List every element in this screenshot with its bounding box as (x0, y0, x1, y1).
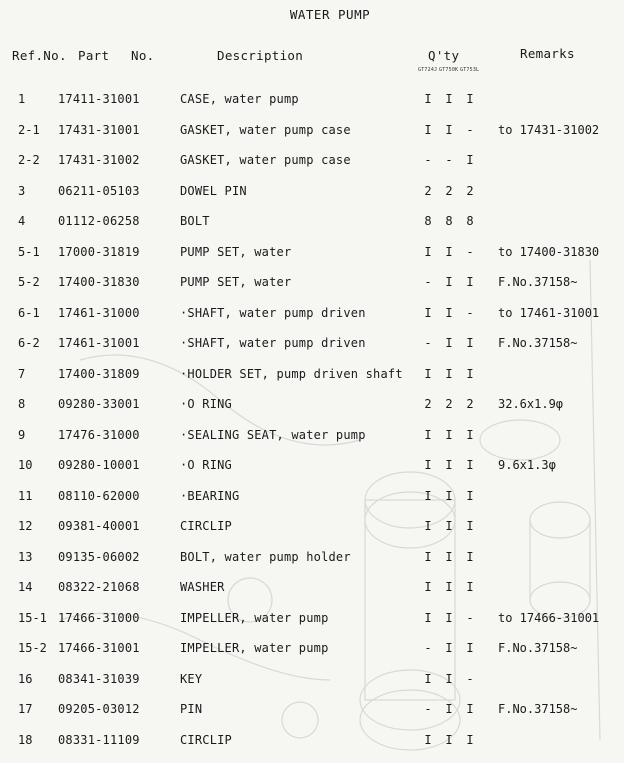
table-row (0, 455, 624, 486)
table-row (0, 547, 624, 578)
header-qty-model: GT724J (418, 67, 438, 73)
table-row (0, 486, 624, 517)
qty-cell: I (445, 427, 453, 442)
remarks-cell: to 17466-31001 (498, 610, 600, 625)
part-no-cell: 17400-31809 (58, 366, 140, 381)
qty-cell: I (424, 732, 432, 747)
part-no-cell: 17400-31830 (58, 275, 140, 289)
ref-no-cell: 11 (18, 488, 33, 503)
qty-cell: - (466, 610, 474, 625)
part-no-cell: 08331-11109 (58, 732, 140, 747)
parts-table (0, 89, 624, 760)
table-row (0, 638, 624, 669)
ref-no-cell: 10 (18, 458, 33, 472)
qty-cell: I (466, 580, 474, 594)
header-ref-no: Ref.No. (12, 48, 67, 63)
qty-cell: I (445, 488, 453, 503)
qty-cell: 2 (424, 183, 432, 198)
qty-cell: I (424, 519, 432, 533)
qty-cell: I (445, 641, 453, 655)
table-row (0, 211, 624, 242)
qty-cell: I (445, 305, 453, 320)
ref-no-cell: 8 (18, 397, 26, 411)
description-cell: ·SHAFT, water pump driven (180, 336, 366, 350)
qty-cell: I (466, 702, 474, 716)
qty-cell: I (445, 336, 453, 350)
ref-no-cell: 7 (18, 366, 26, 381)
qty-cell: I (466, 336, 474, 350)
ref-no-cell: 4 (18, 214, 26, 228)
qty-cell: I (466, 549, 474, 564)
part-no-cell: 17461-31000 (58, 305, 140, 320)
table-row (0, 699, 624, 730)
part-no-cell: 09205-03012 (58, 702, 140, 716)
description-cell: BOLT (180, 214, 210, 228)
remarks-cell: to 17400-31830 (498, 244, 600, 259)
qty-cell: I (445, 519, 453, 533)
qty-cell: I (445, 549, 453, 564)
qty-cell: I (424, 549, 432, 564)
ref-no-cell: 12 (18, 519, 33, 533)
qty-cell: I (466, 641, 474, 655)
qty-cell: I (445, 702, 453, 716)
description-cell: IMPELLER, water pump (180, 641, 329, 655)
part-no-cell: 08341-31039 (58, 671, 140, 686)
part-no-cell: 09381-40001 (58, 519, 140, 533)
qty-cell: I (466, 732, 474, 747)
description-cell: KEY (180, 671, 203, 686)
qty-cell: 2 (424, 397, 432, 411)
ref-no-cell: 18 (18, 732, 33, 747)
qty-cell: I (424, 92, 432, 106)
ref-no-cell: 2-2 (18, 153, 40, 167)
part-no-cell: 06211-05103 (58, 183, 140, 198)
description-cell: ·BEARING (180, 488, 240, 503)
qty-cell: - (424, 702, 432, 716)
description-cell: PUMP SET, water (180, 275, 292, 289)
qty-cell: I (445, 671, 453, 686)
qty-cell: 8 (424, 214, 432, 228)
qty-cell: - (424, 336, 432, 350)
qty-cell: 2 (466, 183, 474, 198)
qty-cell: I (424, 580, 432, 594)
description-cell: ·HOLDER SET, pump driven shaft (180, 366, 403, 381)
description-cell: GASKET, water pump case (180, 122, 351, 137)
qty-cell: I (445, 580, 453, 594)
page-title: WATER PUMP (289, 7, 371, 22)
table-row (0, 364, 624, 395)
qty-cell: - (466, 122, 474, 137)
qty-cell: I (466, 92, 474, 106)
header-description: Description (217, 48, 304, 63)
qty-cell: - (424, 275, 432, 289)
description-cell: IMPELLER, water pump (180, 610, 329, 625)
description-cell: CIRCLIP (180, 519, 232, 533)
description-cell: ·O RING (180, 397, 232, 411)
table-row (0, 516, 624, 547)
description-cell: BOLT, water pump holder (180, 549, 351, 564)
qty-cell: I (466, 366, 474, 381)
qty-cell: I (424, 610, 432, 625)
description-cell: DOWEL PIN (180, 183, 247, 198)
description-cell: CIRCLIP (180, 732, 232, 747)
ref-no-cell: 3 (18, 183, 26, 198)
table-row (0, 669, 624, 700)
qty-cell: I (445, 732, 453, 747)
qty-cell: I (445, 366, 453, 381)
ref-no-cell: 9 (18, 427, 26, 442)
part-no-cell: 17431-31001 (58, 122, 140, 137)
table-row (0, 394, 624, 425)
qty-cell: 2 (466, 397, 474, 411)
table-row (0, 303, 624, 334)
qty-cell: I (424, 458, 432, 472)
table-row (0, 333, 624, 364)
ref-no-cell: 17 (18, 702, 33, 716)
remarks-cell: F.No.37158~ (498, 641, 578, 655)
part-no-cell: 09280-10001 (58, 458, 140, 472)
remarks-cell: F.No.37158~ (498, 336, 578, 350)
qty-cell: I (445, 92, 453, 106)
remarks-cell: 9.6x1.3φ (498, 458, 556, 472)
table-row (0, 150, 624, 181)
qty-cell: I (424, 244, 432, 259)
description-cell: GASKET, water pump case (180, 153, 351, 167)
table-row (0, 730, 624, 761)
header-part: Part (78, 48, 110, 63)
qty-cell: 2 (445, 397, 453, 411)
qty-cell: I (466, 458, 474, 472)
part-no-cell: 17466-31000 (58, 610, 140, 625)
qty-cell: 2 (445, 183, 453, 198)
table-row (0, 242, 624, 273)
part-no-cell: 08110-62000 (58, 488, 140, 503)
ref-no-cell: 1 (18, 92, 26, 106)
header-no: No. (131, 48, 155, 63)
qty-cell: - (445, 153, 453, 167)
qty-cell: I (466, 427, 474, 442)
qty-cell: I (424, 122, 432, 137)
ref-no-cell: 2-1 (18, 122, 40, 137)
remarks-cell: to 17461-31001 (498, 305, 600, 320)
header-qty-model: GT750K (439, 67, 459, 73)
qty-cell: I (445, 275, 453, 289)
table-row (0, 608, 624, 639)
qty-cell: I (445, 122, 453, 137)
description-cell: WASHER (180, 580, 225, 594)
qty-cell: I (424, 671, 432, 686)
header-qty-model: GT753L (460, 67, 480, 73)
part-no-cell: 01112-06258 (58, 214, 140, 228)
ref-no-cell: 5-2 (18, 275, 40, 289)
qty-cell: I (445, 244, 453, 259)
qty-cell: I (466, 519, 474, 533)
description-cell: PIN (180, 702, 203, 716)
qty-cell: I (424, 427, 432, 442)
qty-cell: I (424, 488, 432, 503)
table-row (0, 577, 624, 608)
qty-cell: - (424, 153, 432, 167)
ref-no-cell: 13 (18, 549, 33, 564)
ref-no-cell: 14 (18, 580, 33, 594)
qty-cell: - (424, 641, 432, 655)
qty-cell: I (445, 458, 453, 472)
ref-no-cell: 15-1 (18, 610, 47, 625)
qty-cell: 8 (466, 214, 474, 228)
ref-no-cell: 6-1 (18, 305, 40, 320)
qty-cell: I (424, 366, 432, 381)
remarks-cell: to 17431-31002 (498, 122, 600, 137)
part-no-cell: 17000-31819 (58, 244, 140, 259)
description-cell: ·SEALING SEAT, water pump (180, 427, 366, 442)
table-row (0, 425, 624, 456)
part-no-cell: 08322-21068 (58, 580, 140, 594)
part-no-cell: 17476-31000 (58, 427, 140, 442)
qty-cell: - (466, 671, 474, 686)
description-cell: CASE, water pump (180, 92, 299, 106)
qty-cell: I (445, 610, 453, 625)
ref-no-cell: 16 (18, 671, 33, 686)
part-no-cell: 17431-31002 (58, 153, 140, 167)
table-row (0, 272, 624, 303)
qty-cell: - (466, 244, 474, 259)
part-no-cell: 17411-31001 (58, 92, 140, 106)
qty-cell: I (466, 153, 474, 167)
ref-no-cell: 15-2 (18, 641, 47, 655)
qty-cell: I (424, 305, 432, 320)
ref-no-cell: 5-1 (18, 244, 40, 259)
remarks-cell: F.No.37158~ (498, 275, 578, 289)
qty-cell: 8 (445, 214, 453, 228)
table-row (0, 181, 624, 212)
remarks-cell: F.No.37158~ (498, 702, 578, 716)
header-qty: Q'ty (428, 48, 460, 63)
ref-no-cell: 6-2 (18, 336, 40, 350)
part-no-cell: 09280-33001 (58, 397, 140, 411)
part-no-cell: 17461-31001 (58, 336, 140, 350)
description-cell: ·SHAFT, water pump driven (180, 305, 366, 320)
part-no-cell: 09135-06002 (58, 549, 140, 564)
header-remarks: Remarks (520, 46, 575, 61)
part-no-cell: 17466-31001 (58, 641, 140, 655)
qty-cell: I (466, 488, 474, 503)
qty-cell: I (466, 275, 474, 289)
table-row (0, 120, 624, 151)
table-row (0, 89, 624, 120)
description-cell: ·O RING (180, 458, 232, 472)
remarks-cell: 32.6x1.9φ (498, 397, 564, 411)
description-cell: PUMP SET, water (180, 244, 292, 259)
qty-cell: - (466, 305, 474, 320)
